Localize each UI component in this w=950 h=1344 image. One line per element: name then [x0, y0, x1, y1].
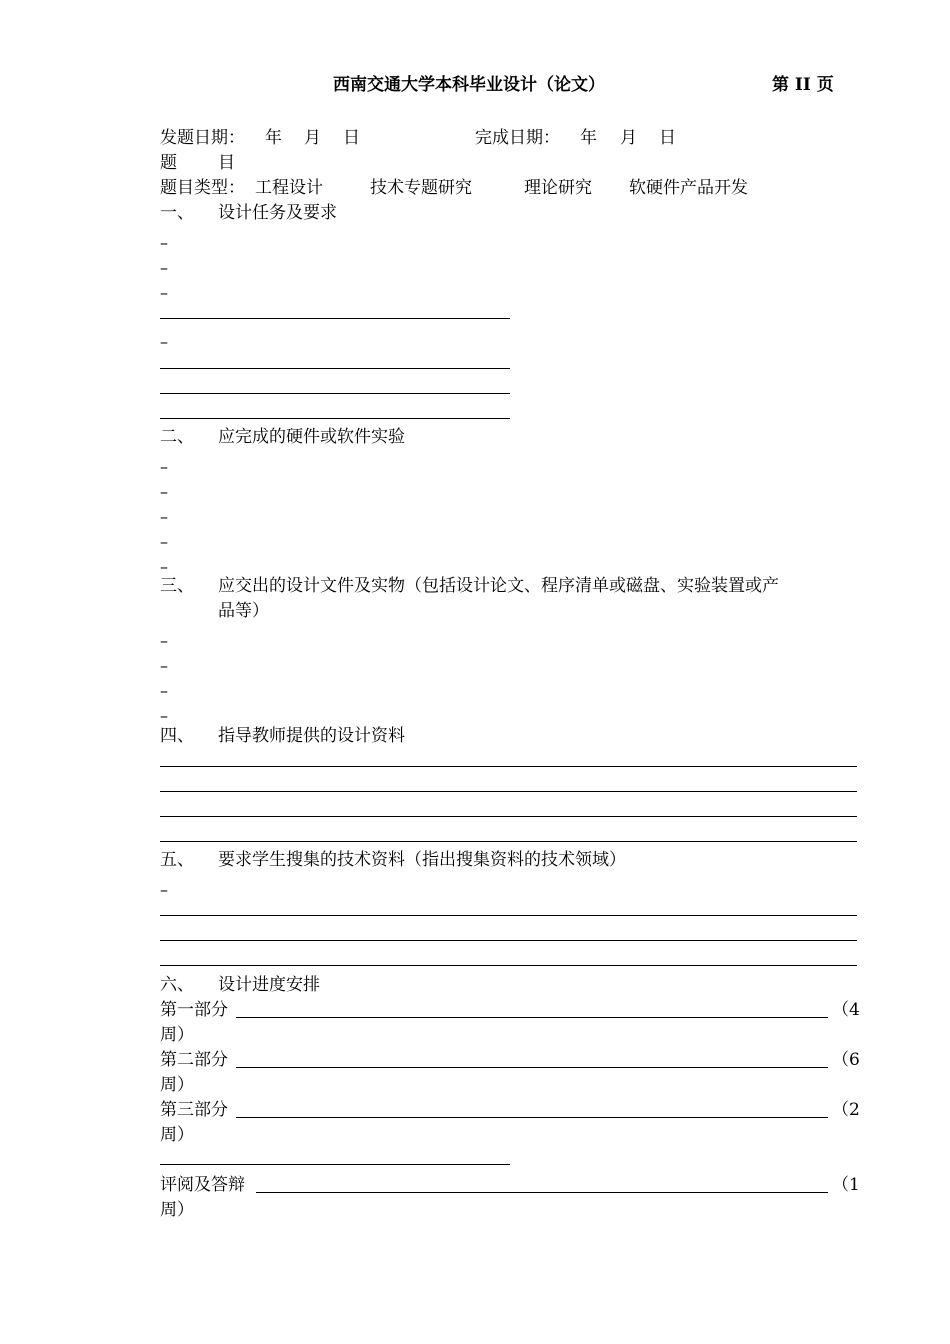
section-1-heading	[160, 202, 337, 224]
placeholder-mark: –	[160, 457, 168, 476]
schedule-review-label: 评阅及答辩	[160, 1175, 245, 1195]
section-4-heading	[160, 725, 405, 747]
section-5-title: 要求学生搜集的技术资料（指出搜集资料的技术领域）	[218, 850, 626, 870]
topic-type-label: 题目类型：	[160, 178, 245, 198]
section-2-heading	[160, 426, 405, 448]
placeholder-mark: –	[160, 532, 168, 551]
schedule-part-3-unit: 周）	[160, 1125, 194, 1145]
topic-type-option-theory: 理论研究	[524, 178, 592, 198]
blank-line	[160, 816, 857, 817]
page-number: 第 II 页	[772, 75, 834, 95]
topic-type-option-tech-research: 技术专题研究	[370, 178, 472, 198]
placeholder-mark: –	[160, 681, 168, 700]
schedule-review-unit: 周）	[160, 1200, 194, 1220]
placeholder-mark: –	[160, 557, 168, 576]
section-3-title-line-2: 品等）	[218, 601, 269, 621]
blank-line	[160, 318, 510, 319]
blank-line	[160, 393, 510, 394]
section-3-number: 三、	[160, 576, 194, 596]
section-6-number: 六、	[160, 975, 194, 995]
section-3-title-line-1: 应交出的设计文件及实物（包括设计论文、程序清单或磁盘、实验装置或产	[218, 576, 779, 596]
placeholder-mark: –	[160, 482, 168, 501]
topic-type-option-product-dev: 软硬件产品开发	[629, 178, 748, 198]
completion-date-month: 月	[620, 128, 637, 148]
issue-date-day: 日	[343, 128, 360, 148]
schedule-part-2-unit: 周）	[160, 1075, 194, 1095]
placeholder-mark: –	[160, 880, 168, 899]
section-1-title: 设计任务及要求	[218, 203, 337, 223]
blank-line	[160, 418, 510, 419]
section-2-title: 应完成的硬件或软件实验	[218, 427, 405, 447]
completion-date-day: 日	[659, 128, 676, 148]
schedule-part-2-label: 第二部分	[160, 1050, 228, 1070]
section-4-title: 指导教师提供的设计资料	[218, 726, 405, 746]
schedule-part-2-line	[236, 1067, 828, 1068]
section-5-number: 五、	[160, 850, 194, 870]
section-4-number: 四、	[160, 726, 194, 746]
placeholder-mark: –	[160, 656, 168, 675]
issue-date-year: 年	[265, 128, 282, 148]
blank-line	[160, 841, 857, 842]
placeholder-mark: –	[160, 258, 168, 277]
completion-date-label: 完成日期：	[475, 128, 560, 148]
blank-line	[160, 791, 857, 792]
topic-label-first-char: 题	[160, 153, 177, 173]
schedule-part-3-label: 第三部分	[160, 1100, 228, 1120]
placeholder-mark: –	[160, 332, 168, 351]
blank-line	[160, 766, 857, 767]
blank-line	[160, 1164, 510, 1165]
schedule-part-1-unit: 周）	[160, 1025, 194, 1045]
schedule-review-weeks: （1	[832, 1175, 860, 1195]
blank-line	[160, 940, 857, 941]
schedule-part-1-weeks: （4	[832, 1000, 860, 1020]
issue-date-label: 发题日期：	[160, 128, 245, 148]
section-2-number: 二、	[160, 427, 194, 447]
section-6-title: 设计进度安排	[218, 975, 320, 995]
document-title: 西南交通大学本科毕业设计（论文）	[333, 75, 605, 95]
schedule-part-3-weeks: （2	[832, 1100, 860, 1120]
section-1-number: 一、	[160, 203, 194, 223]
placeholder-mark: –	[160, 233, 168, 252]
section-6-heading	[160, 974, 320, 996]
schedule-part-1-label: 第一部分	[160, 1000, 228, 1020]
placeholder-mark: –	[160, 507, 168, 526]
topic-type-option-engineering: 工程设计	[255, 178, 323, 198]
schedule-review-line	[256, 1192, 828, 1193]
blank-line	[160, 965, 857, 966]
completion-date-year: 年	[580, 128, 597, 148]
placeholder-mark: –	[160, 631, 168, 650]
topic-label-second-char: 目	[218, 153, 235, 173]
schedule-part-1-line	[236, 1017, 828, 1018]
placeholder-mark: –	[160, 283, 168, 302]
section-3-heading	[160, 575, 779, 597]
schedule-part-2-weeks: （6	[832, 1050, 860, 1070]
blank-line	[160, 368, 510, 369]
issue-date-month: 月	[304, 128, 321, 148]
section-5-heading	[160, 849, 626, 871]
blank-line	[160, 915, 857, 916]
placeholder-mark: –	[160, 706, 168, 725]
schedule-part-3-line	[236, 1117, 828, 1118]
